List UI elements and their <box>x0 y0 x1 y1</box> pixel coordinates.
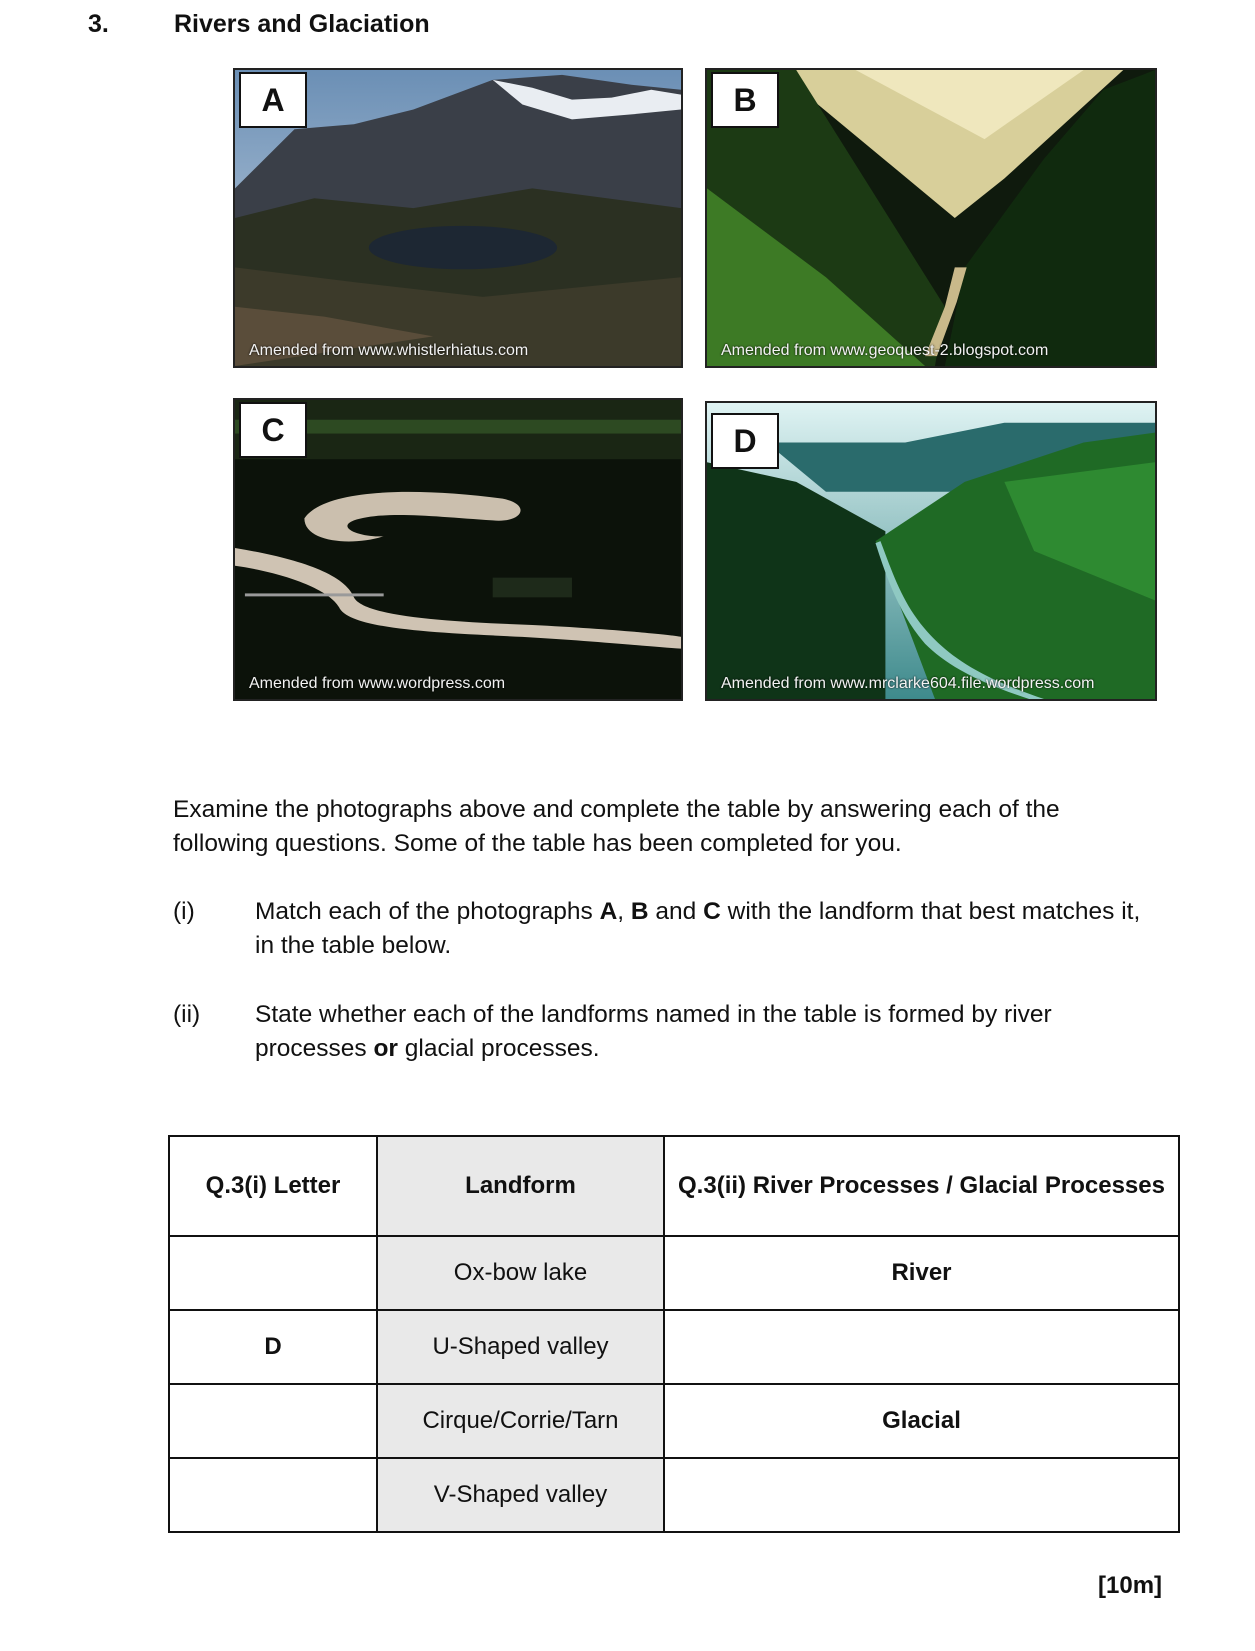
table-header-row <box>169 1136 1179 1236</box>
letter-cell[interactable] <box>169 1384 377 1458</box>
question-i-text: Match each of the photographs A, B and C with the landform that best matches it, in the table below. <box>255 898 1141 959</box>
instructions-text: Examine the photographs above and complete the table by answering each of the following questions. Some of the table has been completed for you. <box>173 796 1060 857</box>
header-letter: Q.3(i) Letter <box>169 1136 377 1236</box>
question-ii-number: (ii) <box>173 1001 201 1028</box>
landform-cell: U-Shaped valley <box>377 1310 664 1384</box>
table-row <box>169 1458 1179 1532</box>
answer-table <box>168 1135 1180 1533</box>
letter-cell[interactable]: D <box>169 1310 377 1384</box>
photo-c <box>233 398 683 701</box>
table-row <box>169 1384 1179 1458</box>
photo-a <box>233 68 683 368</box>
photo-b <box>705 68 1157 368</box>
photo-d <box>705 401 1157 701</box>
process-cell[interactable]: River <box>664 1236 1179 1310</box>
photo-d-label: D <box>711 413 779 469</box>
process-cell[interactable] <box>664 1310 1179 1384</box>
landform-cell: Cirque/Corrie/Tarn <box>377 1384 664 1458</box>
process-cell[interactable]: Glacial <box>664 1384 1179 1458</box>
process-cell[interactable] <box>664 1458 1179 1532</box>
question-title: Rivers and Glaciation <box>174 10 430 38</box>
photo-c-credit: Amended from www.wordpress.com <box>249 675 506 692</box>
question-i-number: (i) <box>173 898 195 925</box>
header-process: Q.3(ii) River Processes / Glacial Processes <box>664 1136 1179 1236</box>
question-number: 3. <box>88 10 109 38</box>
photo-b-credit: Amended from www.geoquest-2.blogspot.com <box>721 342 1049 359</box>
letter-cell[interactable] <box>169 1236 377 1310</box>
photo-b-label: B <box>711 72 779 128</box>
photo-a-credit: Amended from www.whistlerhiatus.com <box>249 342 529 359</box>
header-landform: Landform <box>377 1136 664 1236</box>
landform-cell: Ox-bow lake <box>377 1236 664 1310</box>
letter-cell[interactable] <box>169 1458 377 1532</box>
photo-d-credit: Amended from www.mrclarke604.file.wordpress.com <box>721 675 1095 692</box>
photo-c-label: C <box>239 402 307 458</box>
photo-a-label: A <box>239 72 307 128</box>
landform-cell: V-Shaped valley <box>377 1458 664 1532</box>
table-row <box>169 1310 1179 1384</box>
marks-total: [10m] <box>1098 1572 1163 1599</box>
question-ii-text: State whether each of the landforms named in the table is formed by river processes or glacial processes. <box>255 1001 1052 1062</box>
table-row <box>169 1236 1179 1310</box>
